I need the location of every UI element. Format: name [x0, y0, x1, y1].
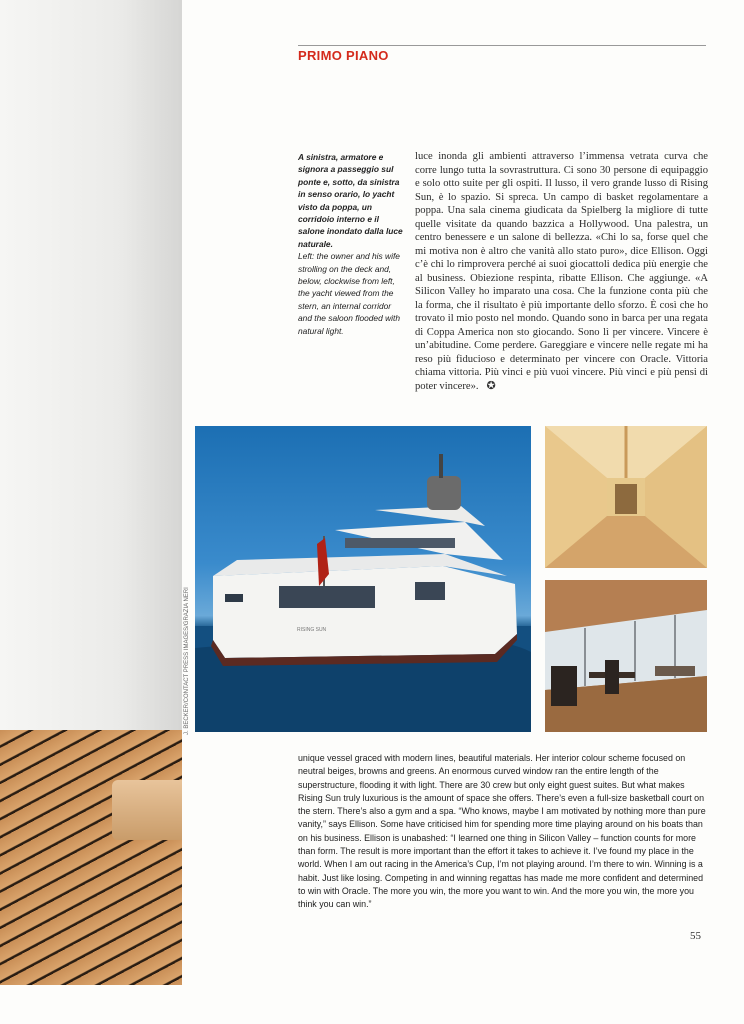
- deck-step: [112, 780, 182, 840]
- yacht-illustration: [195, 426, 531, 732]
- armchair: [551, 666, 577, 706]
- teak-deck: [0, 730, 182, 985]
- stern-windows: [279, 586, 375, 608]
- mast: [439, 454, 443, 478]
- yacht-stern-photo: [195, 426, 531, 732]
- side-window: [415, 582, 445, 600]
- corridor-photo: [545, 426, 707, 568]
- deck-photo: [0, 0, 182, 985]
- saloon-photo: [545, 580, 707, 732]
- caption-italian: A sinistra, armatore e signora a passeggio sul ponte e, sotto, da sinistra in senso orario, lo yacht visto da poppa, un corridoio interno e il salone inondato dalla luce naturale.: [298, 152, 403, 249]
- english-body: unique vessel graced with modern lines, beautiful materials. Her interior colour scheme focused on neutral beiges, browns and greens. An enormous curved window ran the entire length of the superstructure, flooding it with light. There are 30 crew but only eight guest suites. But what makes Rising Sun truly luxurious is the amount of space she offers. There’s even a full-size basketball court on the stern. There’s also a gym and a spa. “Who knows, maybe I am motivated by nothing more than pure vanity,” says Ellison. Some have criticised him for spending more time playing around on his boats than on his business. Ellison is unabashed: “I learned one thing in Silicon Valley – function counts for more than form. The result is more important than the effort it takes to achieve it. I’ve found my place in the world. When I am out racing in the America’s Cup, I’m not playing around. I’m there to win. Winning is a habit. Just like losing. Competing in and winning regattas has made me more confident and determined to win with Oracle. The more you win, the more you want to win. And the more you win, the more you think you can win.”: [298, 753, 706, 910]
- saloon-illustration: [545, 580, 707, 732]
- sofa: [655, 666, 695, 676]
- yacht-hull: [213, 566, 517, 658]
- photo-credit: [182, 587, 196, 735]
- upper-windows: [345, 538, 455, 548]
- page-number: 55: [690, 930, 701, 942]
- italian-paragraph: [415, 150, 708, 393]
- corridor-illustration: [545, 426, 707, 568]
- funnel: [427, 476, 461, 510]
- end-mark-icon: ✪: [486, 379, 496, 392]
- caption-english: Left: the owner and his wife strolling on the deck and, below, clockwise from left, the yacht viewed from the stern, an internal corridor and the saloon flooded with natural light.: [298, 251, 400, 336]
- section-title: PRIMO PIANO: [298, 48, 389, 63]
- header-rule: [298, 45, 706, 46]
- italian-body: [415, 150, 708, 393]
- dining-chair: [605, 660, 619, 694]
- porthole: [225, 594, 243, 602]
- transom-lettering: RISING SUN: [297, 627, 327, 633]
- photo-caption: [298, 151, 403, 337]
- photo-credit-text: J. BECKER/CONTACT PRESS IMAGES/GRAZIA NERI: [184, 587, 190, 735]
- italian-text: luce inonda gli ambienti attraverso l’immensa vetrata curva che corre lungo tutta la sovrastruttura. Ci sono 30 persone di equipaggio e solo otto suite per gli ospiti. Il lusso, il vero grande lusso di Rising Sun, è lo spazio. Si spreca. Un campo di basket regolamentare a poppa. Una sala cinema giudicata da Spielberg la migliore di tutte quelle visitate da quando bazzica a Hollywood. Una palestra, un centro benessere e un salone di bellezza. «Chi lo sa, forse quel che mi motiva non è altro che vanità allo stato puro», dice Ellison. Oggi c’è chi lo rimprovera perché ai suoi giocattoli dedica più energie che al business. Obiezione respinta, ribatte Ellison. Che aggiunge. «A Silicon Valley ho imparato una cosa. Che la funzione conta più che la forma, che il risultato è più importante dello sforzo. È così che ho trovato il mio posto nel mondo. Quando sono in barca per una regata di Coppa America non sto giocando. Sono lì per vincere. Vincere è un’abitudine. Come perdere. Gareggiare e vincere nelle regate mi ha reso più fiducioso e determinato per vincere con Oracle. Vittoria chiama vittoria. Più vinci e più vuoi vincere. Più vinci e più pensi di poter vincere».: [415, 151, 708, 392]
- corridor-door: [615, 484, 637, 514]
